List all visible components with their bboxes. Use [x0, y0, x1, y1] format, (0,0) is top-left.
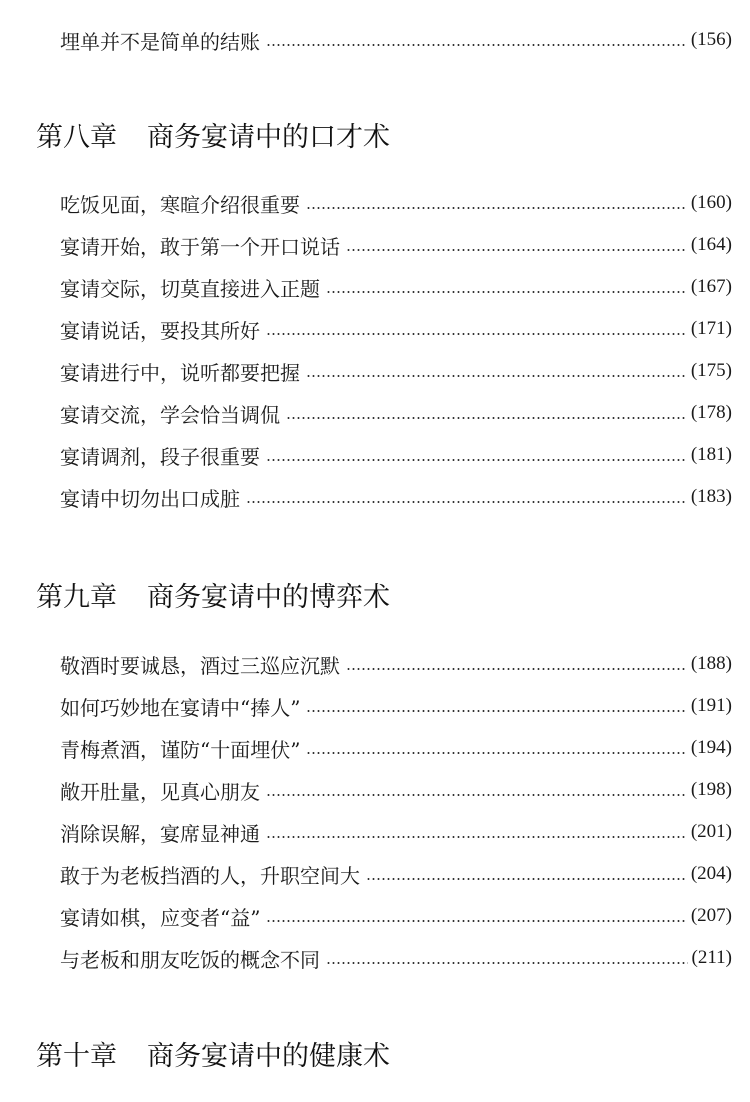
chapter-heading — [36, 114, 390, 154]
toc-entry — [60, 188, 732, 218]
dot-leader — [286, 417, 687, 419]
toc-entry — [60, 859, 732, 889]
dot-leader — [346, 668, 687, 670]
toc-entry-title: 埋单并不是简单的结账 — [60, 29, 260, 54]
toc-entry-page: (183) — [690, 486, 732, 507]
chapter-number: 第八章 — [36, 121, 117, 153]
toc-entry-title: 宴请交流，学会恰当调侃 — [60, 402, 280, 427]
chapter-title: 商务宴请中的博弈术 — [147, 581, 390, 613]
toc-entry-page: (207) — [690, 905, 732, 926]
toc-entry — [60, 25, 732, 55]
chapter-title: 商务宴请中的健康术 — [147, 1040, 390, 1072]
toc-entry — [60, 230, 732, 260]
toc-entry-page: (178) — [690, 402, 732, 423]
toc-entry — [60, 440, 732, 470]
dot-leader — [266, 920, 686, 922]
toc-entry-title: 宴请说话，要投其所好 — [60, 318, 260, 343]
toc-entry-page: (194) — [690, 737, 732, 758]
toc-entry-title: 青梅煮酒，谨防“十面埋伏” — [60, 737, 301, 762]
toc-entry-title: 敞开肚量，见真心朋友 — [60, 779, 260, 804]
toc-entry — [60, 649, 732, 679]
dot-leader — [266, 459, 687, 461]
toc-entry-title: 宴请进行中，说听都要把握 — [60, 360, 300, 385]
toc-entry-page: (201) — [690, 821, 732, 842]
toc-entry-page: (164) — [690, 234, 732, 255]
toc-entry-title: 敬酒时要诚恳，酒过三巡应沉默 — [60, 653, 340, 678]
dot-leader — [306, 752, 686, 754]
dot-leader — [266, 44, 687, 46]
toc-entry-title: 宴请如棋，应变者“益” — [60, 905, 261, 930]
toc-entry-title: 与老板和朋友吃饭的概念不同 — [60, 947, 320, 972]
toc-entry-page: (191) — [690, 695, 732, 716]
dot-leader — [246, 501, 687, 503]
toc-entry-page: (198) — [690, 779, 732, 800]
toc-entry — [60, 943, 732, 973]
toc-entry — [60, 775, 732, 805]
toc-entry — [60, 272, 732, 302]
toc-entry-title: 如何巧妙地在宴请中“捧人” — [60, 695, 301, 720]
toc-entry-title: 宴请开始，敢于第一个开口说话 — [60, 234, 340, 259]
dot-leader — [326, 962, 688, 964]
toc-entry-title: 宴请中切勿出口成脏 — [60, 486, 240, 511]
toc-entry-title: 消除误解，宴席显神通 — [60, 821, 260, 846]
toc-entry — [60, 398, 732, 428]
toc-entry — [60, 901, 732, 931]
toc-entry-title: 吃饭见面，寒暄介绍很重要 — [60, 192, 300, 217]
dot-leader — [266, 333, 687, 335]
chapter-heading — [36, 1033, 390, 1073]
dot-leader — [366, 878, 687, 880]
toc-entry-page: (171) — [690, 318, 732, 339]
dot-leader — [306, 375, 687, 377]
toc-entry-page: (175) — [690, 360, 732, 381]
toc-entry — [60, 356, 732, 386]
toc-entry-title: 宴请交际，切莫直接进入正题 — [60, 276, 320, 301]
toc-entry-page: (188) — [690, 653, 732, 674]
dot-leader — [266, 836, 687, 838]
chapter-title: 商务宴请中的口才术 — [147, 121, 390, 153]
chapter-number: 第十章 — [36, 1040, 117, 1072]
toc-entry — [60, 482, 732, 512]
toc-entry-title: 宴请调剂，段子很重要 — [60, 444, 260, 469]
toc-entry-title: 敢于为老板挡酒的人，升职空间大 — [60, 863, 360, 888]
toc-entry-page: (160) — [690, 192, 732, 213]
dot-leader — [306, 710, 686, 712]
toc-entry-page: (167) — [690, 276, 732, 297]
toc-entry — [60, 691, 732, 721]
dot-leader — [306, 207, 687, 209]
chapter-number: 第九章 — [36, 581, 117, 613]
toc-entry — [60, 733, 732, 763]
dot-leader — [326, 291, 687, 293]
toc-entry-page: (181) — [690, 444, 732, 465]
toc-entry — [60, 314, 732, 344]
toc-entry-page: (211) — [691, 947, 732, 968]
toc-entry-page: (204) — [690, 863, 732, 884]
toc-entry-page: (156) — [690, 29, 732, 50]
toc-entry — [60, 817, 732, 847]
chapter-heading — [36, 574, 390, 614]
dot-leader — [346, 249, 687, 251]
dot-leader — [266, 794, 687, 796]
